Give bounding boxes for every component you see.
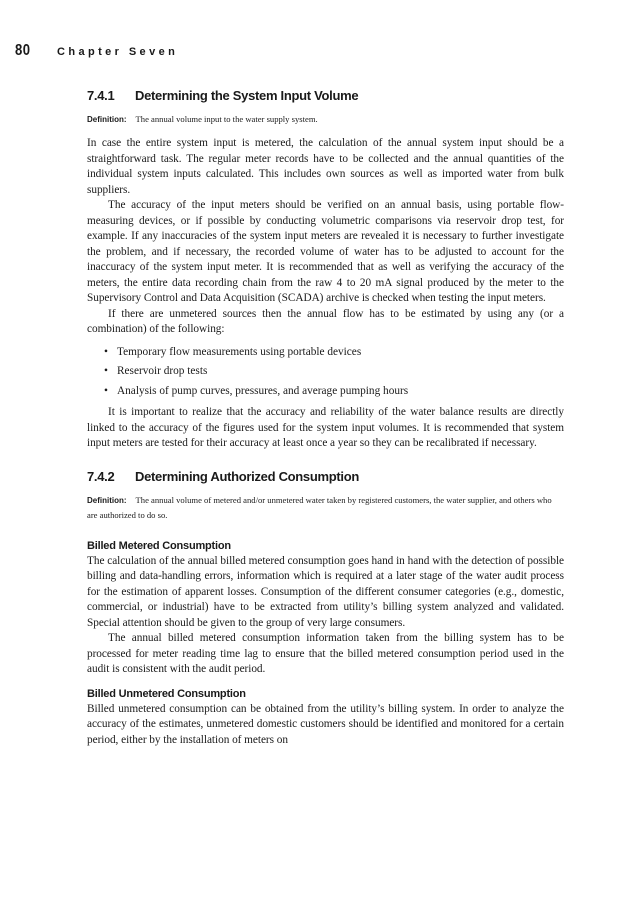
page-number: 80: [15, 42, 31, 59]
section-number: 7.4.2: [87, 468, 115, 484]
bullet-icon: •: [104, 365, 108, 378]
section-number: 7.4.1: [87, 88, 115, 103]
list-item: • Reservoir drop tests: [104, 362, 564, 382]
section-title: Determining the System Input Volume: [135, 88, 359, 103]
paragraph: In case the entire system input is metered, the calculation of the annual system input should be a straightforward task. The regular meter records have to be collected and the annual quantities of the individual system inputs calculated. This includes own sources as well as imported water from bulk suppliers.: [87, 137, 564, 196]
paragraph: It is important to realize that the accuracy and reliability of the water balance results are directly linked to the accuracy of the figures used for the system input volumes. It is recommended that system input meters are tested for their accuracy at least once a year so they can be recalibrated if necessary.: [87, 406, 564, 450]
section-heading-7-4-1: [87, 88, 564, 103]
paragraph: If there are unmetered sources then the annual flow has to be estimated by using any (or a combination) of the following:: [87, 307, 564, 335]
section-title: Determining Authorized Consumption: [135, 468, 360, 484]
paragraph: The annual billed metered consumption information taken from the billing system has to be processed for meter reading time lag to ensure that the billed metered consumption period used in the audit is consistent with the audit period.: [87, 632, 564, 676]
subheading-billed-metered: Billed Metered Consumption: [87, 539, 231, 552]
definition-text: The annual volume of metered and/or unmetered water taken by registered customers, the water supplier, and others who are authorized to do so.: [87, 494, 552, 520]
chapter-title: Chapter Seven: [57, 46, 179, 58]
definition: [87, 112, 564, 127]
definition-text: The annual volume input to the water supply system.: [135, 114, 318, 124]
page-body: [87, 88, 564, 748]
running-head: [15, 42, 178, 66]
bullet-icon: •: [104, 345, 108, 358]
list-item: • Temporary flow measurements using portable devices: [104, 343, 564, 363]
definition-label: Definition:: [87, 495, 127, 505]
subheading-billed-unmetered: Billed Unmetered Consumption: [87, 687, 246, 700]
list-item: • Analysis of pump curves, pressures, and average pumping hours: [104, 382, 564, 402]
definition: [87, 493, 564, 522]
section-heading-7-4-2: [87, 469, 564, 484]
definition-label: Definition:: [87, 115, 127, 124]
bullet-list: [87, 343, 564, 402]
paragraph: The calculation of the annual billed metered consumption goes hand in hand with the detection of possible billing and data-handling errors, information which is required at a later stage of the water audit process for the estimation of apparent losses. Consumption of the different consumer categories (e.g., domestic, commercial, or industrial) have to be extracted from utility’s billing system analyzed and validated. Special attention should be given to the group of very large consumers.: [87, 554, 564, 629]
paragraph: Billed unmetered consumption can be obtained from the utility’s billing system. In order to analyze the accuracy of the estimates, unmetered domestic customers should be identified and monitored for a certain period, either by the installation of meters on: [87, 702, 564, 746]
paragraph: The accuracy of the input meters should be verified on an annual basis, using portable flow-measuring devices, or if possible by conducting volumetric comparisons via reservoir drop test, for example. If any inaccuracies of the system input meters are revealed it is necessary to further investigate the problem, and if necessary, the recorded volume of water has to be adjusted to account for the inaccuracy of the system input meter. It is recommended that as well as verifying the accuracy of the meters, the entire data recording chain from the raw 4 to 20 mA signal produced by the meter to the Supervisory Control and Data Acquisition (SCADA) archive is checked when testing the input meters.: [87, 199, 564, 304]
bullet-icon: •: [104, 384, 108, 397]
